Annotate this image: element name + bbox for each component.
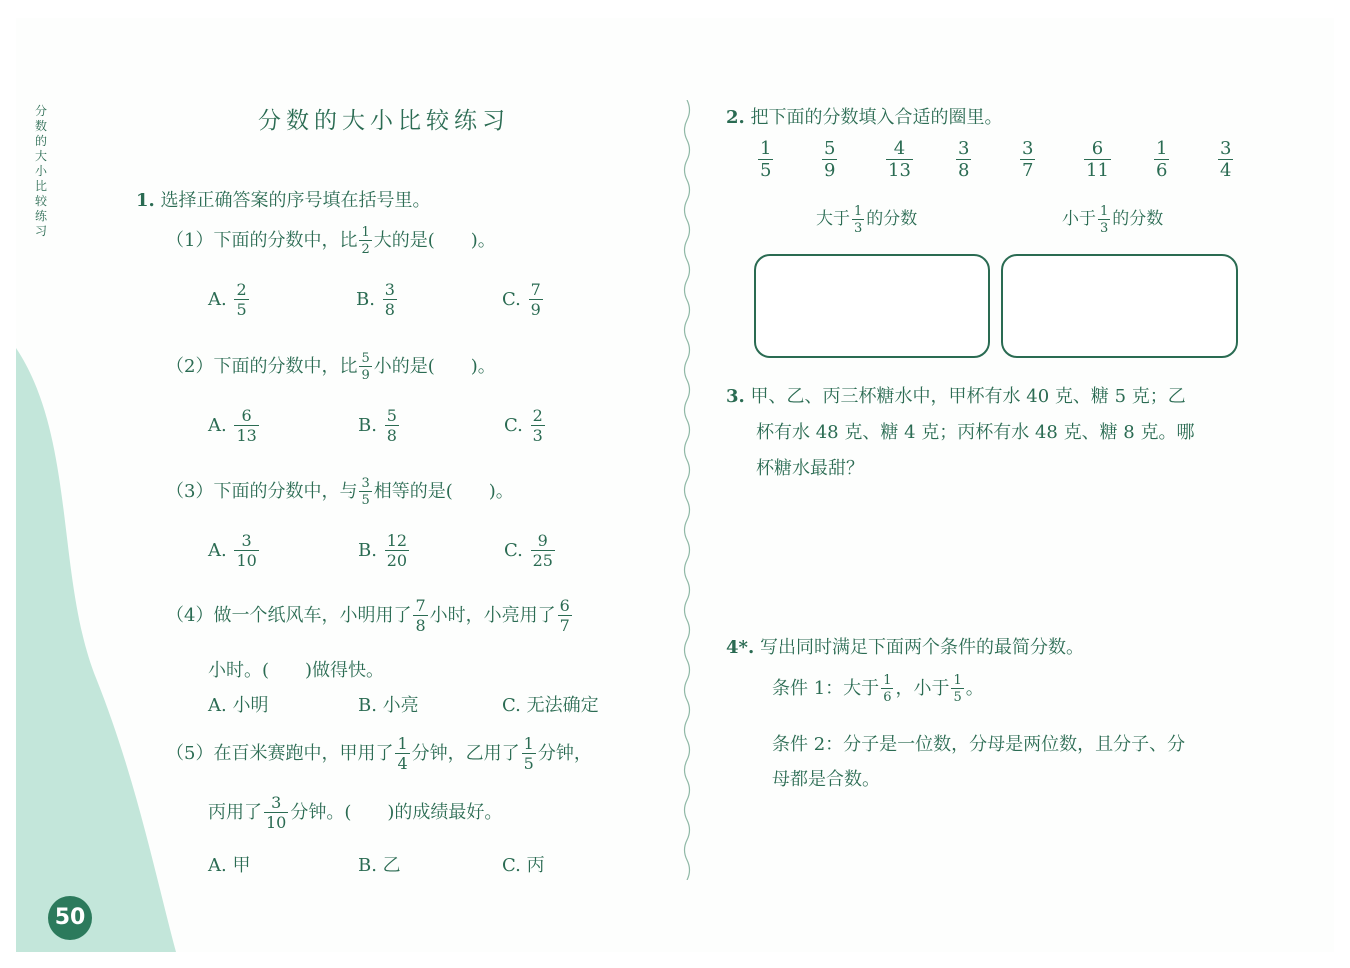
question-number: 2.: [726, 107, 745, 128]
option-c[interactable]: C. 无法确定: [502, 695, 599, 716]
options-row: [208, 282, 608, 330]
fraction: $\frac{1}{2}$: [361, 225, 370, 257]
question-text: 分钟，: [537, 743, 592, 764]
question-number: 1.: [136, 190, 155, 211]
fraction: $\frac{3}{4}$: [1220, 138, 1232, 181]
sub-question-2: [166, 352, 496, 382]
question-text: 小时，小亮用了: [429, 605, 556, 626]
question-text: 甲、乙、丙三杯糖水中，甲杯有水 40 克、糖 5 克；乙: [750, 386, 1186, 407]
option-c[interactable]: C. 丙: [502, 855, 545, 876]
option-a[interactable]: A. $\frac{3}{10}$: [208, 531, 257, 570]
question-1: [136, 186, 431, 212]
question-3: [726, 382, 1186, 408]
question-text: 分钟，乙用了: [411, 743, 520, 764]
fraction: $\frac{4}{13}$: [888, 138, 911, 181]
option-c[interactable]: C. $\frac{7}{9}$: [502, 280, 541, 319]
question-text: 大的是( )。: [373, 230, 496, 251]
page-number: 50: [48, 896, 92, 940]
condition-1: 条件 1：大于 $\frac{1}{6}$ ，小于 $\frac{1}{5}$ 。: [772, 673, 984, 705]
condition-2: 条件 2：分子是一位数，分母是两位数，且分子、分: [772, 734, 1186, 755]
fraction: $\frac{3}{5}$: [361, 476, 370, 508]
question-text: 把下面的分数填入合适的圈里。: [750, 107, 1003, 128]
fraction: $\frac{3}{7}$: [1022, 138, 1034, 181]
option-a[interactable]: A. $\frac{6}{13}$: [208, 406, 257, 445]
options-row: [208, 851, 608, 877]
question-text: 小时。( )做得快。: [208, 660, 385, 681]
option-b[interactable]: B. $\frac{12}{20}$: [358, 531, 408, 570]
fraction: $\frac{5}{9}$: [824, 138, 836, 181]
option-b[interactable]: B. 乙: [358, 855, 401, 876]
options-row: [208, 408, 608, 456]
question-text-line2: 丙用了 $\frac{3}{10}$ 分钟。( )的成绩最好。: [208, 793, 503, 832]
question-text: 选择正确答案的序号填在括号里。: [160, 190, 431, 211]
option-a[interactable]: A. 甲: [208, 855, 251, 876]
option-b[interactable]: B. $\frac{5}{8}$: [358, 406, 397, 445]
option-c[interactable]: C. $\frac{2}{3}$: [504, 406, 543, 445]
less-answer-box[interactable]: [1001, 254, 1238, 358]
sub-question-4: [166, 598, 574, 634]
question-text: （5）在百米赛跑中，甲用了: [166, 743, 394, 764]
greater-answer-box[interactable]: [754, 254, 990, 358]
fraction: $\frac{1}{5}$: [523, 734, 534, 773]
option-b[interactable]: B. 小亮: [358, 695, 419, 716]
option-b[interactable]: B. $\frac{3}{8}$: [356, 280, 395, 319]
fraction: $\frac{6}{7}$: [559, 596, 570, 635]
sub-question-1: [166, 226, 496, 256]
option-a[interactable]: A. $\frac{2}{5}$: [208, 280, 247, 319]
page-title: 分数的大小比较练习: [258, 108, 510, 134]
question-number: 3.: [726, 386, 745, 407]
fraction: $\frac{3}{10}$: [266, 793, 287, 832]
options-row: [208, 533, 608, 581]
question-4: [726, 633, 1084, 659]
fraction: $\frac{1}{6}$: [1156, 138, 1168, 181]
fraction: $\frac{1}{5}$: [760, 138, 772, 181]
greater-label: 大于 $\frac{1}{3}$ 的分数: [816, 203, 918, 236]
sub-question-3: [166, 477, 514, 507]
question-number: 4*.: [726, 637, 755, 658]
less-label: 小于 $\frac{1}{3}$ 的分数: [1062, 203, 1164, 236]
question-text: 杯有水 48 克、糖 4 克；丙杯有水 48 克、糖 8 克。哪: [756, 422, 1195, 443]
fraction: $\frac{1}{4}$: [397, 734, 408, 773]
question-text: （4）做一个纸风车，小明用了: [166, 605, 412, 626]
question-text: 杯糖水最甜？: [756, 458, 864, 479]
options-row: [208, 691, 648, 717]
question-2: [726, 103, 1003, 129]
sub-question-5: [166, 736, 592, 772]
question-text: 小的是( )。: [373, 356, 496, 377]
side-title: 分 数 的 大 小 比 较 练 习: [34, 104, 47, 238]
question-text: 写出同时满足下面两个条件的最简分数。: [759, 637, 1084, 658]
condition-2-line2: 母都是合数。: [772, 769, 880, 790]
question-text: （1）下面的分数中，比: [166, 230, 358, 251]
fraction: $\frac{6}{11}$: [1086, 138, 1109, 181]
fraction: $\frac{3}{8}$: [958, 138, 970, 181]
fraction: $\frac{5}{9}$: [361, 351, 370, 383]
fraction: $\frac{7}{8}$: [415, 596, 426, 635]
option-c[interactable]: C. $\frac{9}{25}$: [504, 531, 553, 570]
question-text: （2）下面的分数中，比: [166, 356, 358, 377]
question-text: （3）下面的分数中，与: [166, 481, 358, 502]
center-divider: [680, 100, 694, 880]
option-a[interactable]: A. 小明: [208, 695, 269, 716]
question-text: 相等的是( )。: [373, 481, 514, 502]
